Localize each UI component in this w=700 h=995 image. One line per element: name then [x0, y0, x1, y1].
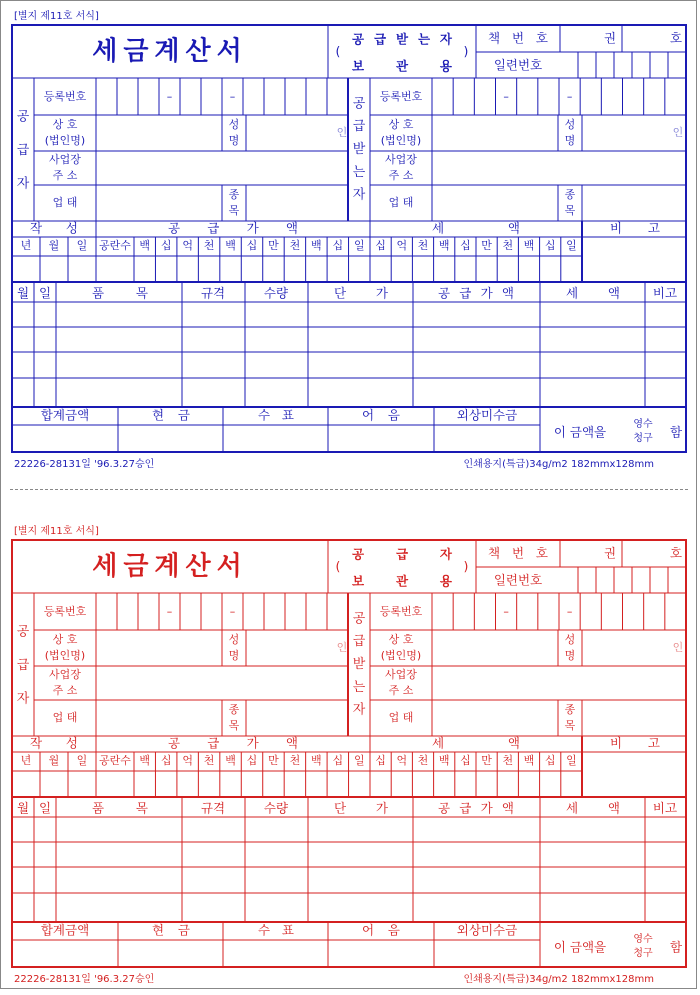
date-section-label: 작 성 [30, 735, 78, 751]
cash-label: 현 금 [152, 922, 190, 938]
supplier-company-label: 상 호 [52, 633, 78, 646]
tax-digit-header: 천 [502, 754, 514, 767]
promissory-note-label: 어 음 [362, 922, 400, 938]
buyer-bizitem-label-2: 목 [564, 204, 576, 217]
supply-section-label: 공 급 가 액 [168, 220, 298, 236]
buyer-address-label: 사업장 [385, 153, 417, 166]
tax-digit-header: 만 [481, 754, 492, 767]
supplier-regno-dash: – [229, 605, 236, 618]
supplier-name-label-2: 명 [228, 649, 240, 662]
supply-digit-header: 백 [225, 239, 236, 252]
supplier-bizitem-label-2: 목 [228, 719, 240, 732]
supplier-name-label: 성 [228, 118, 240, 131]
supply-digit-header: 억 [182, 239, 193, 252]
items-unitprice-header: 단 가 [334, 285, 388, 301]
tax-digit-header: 천 [502, 239, 514, 252]
buyer-vertical-label: 공 급 받 는 자 [352, 95, 366, 203]
paren-right: ) [463, 558, 469, 574]
tax-invoice-buyer-copy [0, 0, 700, 480]
date-col-header: 일 [76, 239, 88, 252]
items-qty-header: 수량 [263, 800, 289, 816]
buyer-vertical-label: 공 급 받 는 자 [352, 610, 366, 718]
approval-footer: 22226-28131일 '96.3.27승인 [14, 459, 155, 470]
copy-type-label: 공급자 [352, 546, 452, 562]
buyer-address-label: 사업장 [385, 668, 417, 681]
supplier-seal-mark: 인 [336, 641, 348, 654]
buyer-regno-dash: – [566, 90, 573, 103]
suffix-label: 함 [669, 939, 683, 955]
supply-digit-header: 십 [160, 239, 172, 252]
buyer-seal-mark: 인 [672, 126, 684, 139]
tax-digit-header: 백 [523, 754, 535, 767]
receipt-option: 영수 [633, 419, 653, 430]
supply-digit-header: 천 [289, 754, 301, 767]
items-tax-header: 세 액 [566, 285, 620, 301]
invoice-form [0, 0, 700, 480]
date-col-header: 년 [20, 754, 32, 767]
supply-digit-header: 십 [246, 239, 258, 252]
book-number-label: 책번호 [488, 545, 548, 561]
buyer-address-label-2: 주 소 [388, 169, 414, 182]
tax-digit-header: 십 [460, 239, 471, 252]
items-month-header: 월 [16, 800, 30, 816]
date-section-label: 작 성 [30, 220, 78, 236]
remarks-section-label: 비 고 [610, 735, 660, 751]
supplier-regno-dash: – [166, 605, 173, 618]
buyer-name-label-2: 명 [564, 649, 576, 662]
supply-digit-header: 일 [353, 754, 365, 767]
items-day-header: 일 [38, 285, 52, 301]
tax-digit-header: 만 [481, 239, 492, 252]
paren-right: ) [463, 43, 469, 59]
supply-digit-header: 백 [225, 754, 236, 767]
supplier-corp-name-label: (법인명) [44, 134, 86, 147]
items-unitprice-header: 단 가 [334, 800, 388, 816]
supplier-name-label-2: 명 [228, 134, 240, 147]
supplier-vertical-label: 공 급 자 [16, 109, 30, 191]
supplier-name-label: 성 [228, 633, 240, 646]
date-col-header: 월 [48, 239, 60, 252]
approval-footer: 22226-28131일 '96.3.27승인 [14, 974, 155, 985]
tax-digit-header: 십 [375, 239, 386, 252]
serial-number-label: 일련번호 [493, 57, 543, 73]
promissory-note-label: 어 음 [362, 407, 400, 423]
buyer-regno-dash: – [503, 90, 509, 103]
form-title: 세금계산서 [92, 551, 248, 582]
cut-line [10, 489, 688, 490]
buyer-corp-name-label: (법인명) [380, 649, 422, 662]
cash-label: 현 금 [152, 407, 190, 423]
supplier-company-label: 상 호 [52, 118, 78, 131]
storage-label: 보관용 [352, 573, 452, 589]
remarks-section-label: 비 고 [610, 220, 660, 236]
tax-digit-header: 백 [523, 239, 535, 252]
items-remarks-header: 비고 [652, 800, 678, 816]
volume-label: 권 [603, 545, 617, 561]
items-item-header: 품 목 [92, 800, 148, 816]
invoice-form [0, 515, 700, 995]
supplier-vertical-label: 공 급 자 [16, 624, 30, 706]
receipt-option: 영수 [633, 934, 653, 945]
items-supply-header: 공급가액 [438, 285, 514, 301]
items-spec-header: 규격 [200, 800, 226, 816]
claim-option: 청구 [633, 948, 653, 959]
tax-digit-header: 일 [566, 754, 577, 767]
supply-digit-header: 십 [332, 239, 344, 252]
supply-digit-header: 천 [203, 754, 215, 767]
date-col-header: 년 [20, 239, 32, 252]
supplier-seal-mark: 인 [336, 126, 348, 139]
supplier-corp-name-label: (법인명) [44, 649, 86, 662]
buyer-name-label-2: 명 [564, 134, 576, 147]
supplier-bizitem-label: 종 [228, 703, 240, 716]
buyer-regno-dash: – [503, 605, 509, 618]
buyer-name-label: 성 [564, 633, 576, 646]
supplier-address-label: 사업장 [49, 668, 81, 681]
items-qty-header: 수량 [263, 285, 289, 301]
supplier-reg-no-label: 등록번호 [43, 90, 87, 103]
this-amount-label: 이 금액을 [553, 424, 607, 440]
supply-digit-header: 백 [139, 754, 151, 767]
form-title: 세금계산서 [92, 36, 248, 67]
supply-digit-header: 일 [353, 239, 365, 252]
credit-label: 외상미수금 [456, 922, 518, 938]
items-spec-header: 규격 [200, 285, 226, 301]
items-remarks-header: 비고 [652, 285, 678, 301]
tax-digit-header: 억 [396, 239, 408, 252]
buyer-regno-dash: – [566, 605, 573, 618]
supply-digit-header: 십 [160, 754, 172, 767]
tax-section-label: 세 액 [432, 735, 520, 751]
buyer-reg-no-label: 등록번호 [379, 605, 423, 618]
supplier-bizitem-label-2: 목 [228, 204, 240, 217]
supplier-address-label: 사업장 [49, 153, 81, 166]
form-number-label: [별지 제11호 서식] [14, 526, 99, 537]
tax-digit-header: 십 [544, 239, 556, 252]
this-amount-label: 이 금액을 [553, 939, 607, 955]
blank-count-label: 공란수 [99, 239, 131, 252]
supplier-bizitem-label: 종 [228, 188, 240, 201]
supplier-reg-no-label: 등록번호 [43, 605, 87, 618]
supply-digit-header: 만 [268, 754, 279, 767]
supplier-biztype-label: 업 태 [52, 196, 78, 209]
tax-digit-header: 십 [460, 754, 471, 767]
total-amount-label: 합계금액 [40, 922, 90, 938]
tax-digit-header: 십 [544, 754, 556, 767]
supply-section-label: 공 급 가 액 [168, 735, 298, 751]
supply-digit-header: 백 [311, 754, 322, 767]
check-label: 수 표 [258, 407, 294, 423]
tax-digit-header: 억 [396, 754, 408, 767]
supply-digit-header: 억 [182, 754, 193, 767]
buyer-company-label: 상 호 [388, 118, 414, 131]
paren-left: ( [335, 43, 341, 59]
supply-digit-header: 만 [268, 239, 279, 252]
buyer-corp-name-label: (법인명) [380, 134, 422, 147]
buyer-bizitem-label: 종 [564, 703, 576, 716]
volume-label: 권 [603, 30, 617, 46]
supplier-regno-dash: – [229, 90, 236, 103]
items-item-header: 품 목 [92, 285, 148, 301]
date-col-header: 일 [76, 754, 88, 767]
supply-digit-header: 백 [311, 239, 322, 252]
serial-number-label: 일련번호 [493, 572, 543, 588]
buyer-biztype-label: 업 태 [388, 711, 414, 724]
buyer-name-label: 성 [564, 118, 576, 131]
buyer-reg-no-label: 등록번호 [379, 90, 423, 103]
items-day-header: 일 [38, 800, 52, 816]
tax-digit-header: 백 [438, 239, 450, 252]
tax-digit-header: 천 [417, 239, 429, 252]
buyer-bizitem-label-2: 목 [564, 719, 576, 732]
supplier-address-label-2: 주 소 [52, 684, 78, 697]
date-col-header: 월 [48, 754, 60, 767]
supply-digit-header: 십 [332, 754, 344, 767]
tax-invoice-supplier-copy [0, 515, 700, 995]
paren-left: ( [335, 558, 341, 574]
credit-label: 외상미수금 [456, 407, 518, 423]
buyer-company-label: 상 호 [388, 633, 414, 646]
tax-digit-header: 십 [375, 754, 386, 767]
paper-spec-footer: 인쇄용지(특급)34g/m2 182mmx128mm [463, 459, 654, 470]
book-number-label: 책번호 [488, 30, 548, 46]
supply-digit-header: 천 [289, 239, 301, 252]
claim-option: 청구 [633, 433, 653, 444]
items-supply-header: 공급가액 [438, 800, 514, 816]
form-number-label: [별지 제11호 서식] [14, 11, 99, 22]
items-month-header: 월 [16, 285, 30, 301]
supply-digit-header: 십 [246, 754, 258, 767]
paper-spec-footer: 인쇄용지(특급)34g/m2 182mmx128mm [463, 974, 654, 985]
issue-label: 호 [669, 545, 683, 561]
copy-type-label: 공급받는자 [352, 31, 452, 47]
tax-digit-header: 백 [438, 754, 450, 767]
supply-digit-header: 백 [139, 239, 151, 252]
supply-digit-header: 천 [203, 239, 215, 252]
buyer-biztype-label: 업 태 [388, 196, 414, 209]
issue-label: 호 [669, 30, 683, 46]
buyer-seal-mark: 인 [672, 641, 684, 654]
supplier-address-label-2: 주 소 [52, 169, 78, 182]
suffix-label: 함 [669, 424, 683, 440]
buyer-bizitem-label: 종 [564, 188, 576, 201]
storage-label: 보관용 [352, 58, 452, 74]
tax-digit-header: 천 [417, 754, 429, 767]
check-label: 수 표 [258, 922, 294, 938]
tax-digit-header: 일 [566, 239, 577, 252]
blank-count-label: 공란수 [99, 754, 131, 767]
buyer-address-label-2: 주 소 [388, 684, 414, 697]
total-amount-label: 합계금액 [40, 407, 90, 423]
supplier-regno-dash: – [166, 90, 173, 103]
tax-section-label: 세 액 [432, 220, 520, 236]
items-tax-header: 세 액 [566, 800, 620, 816]
supplier-biztype-label: 업 태 [52, 711, 78, 724]
